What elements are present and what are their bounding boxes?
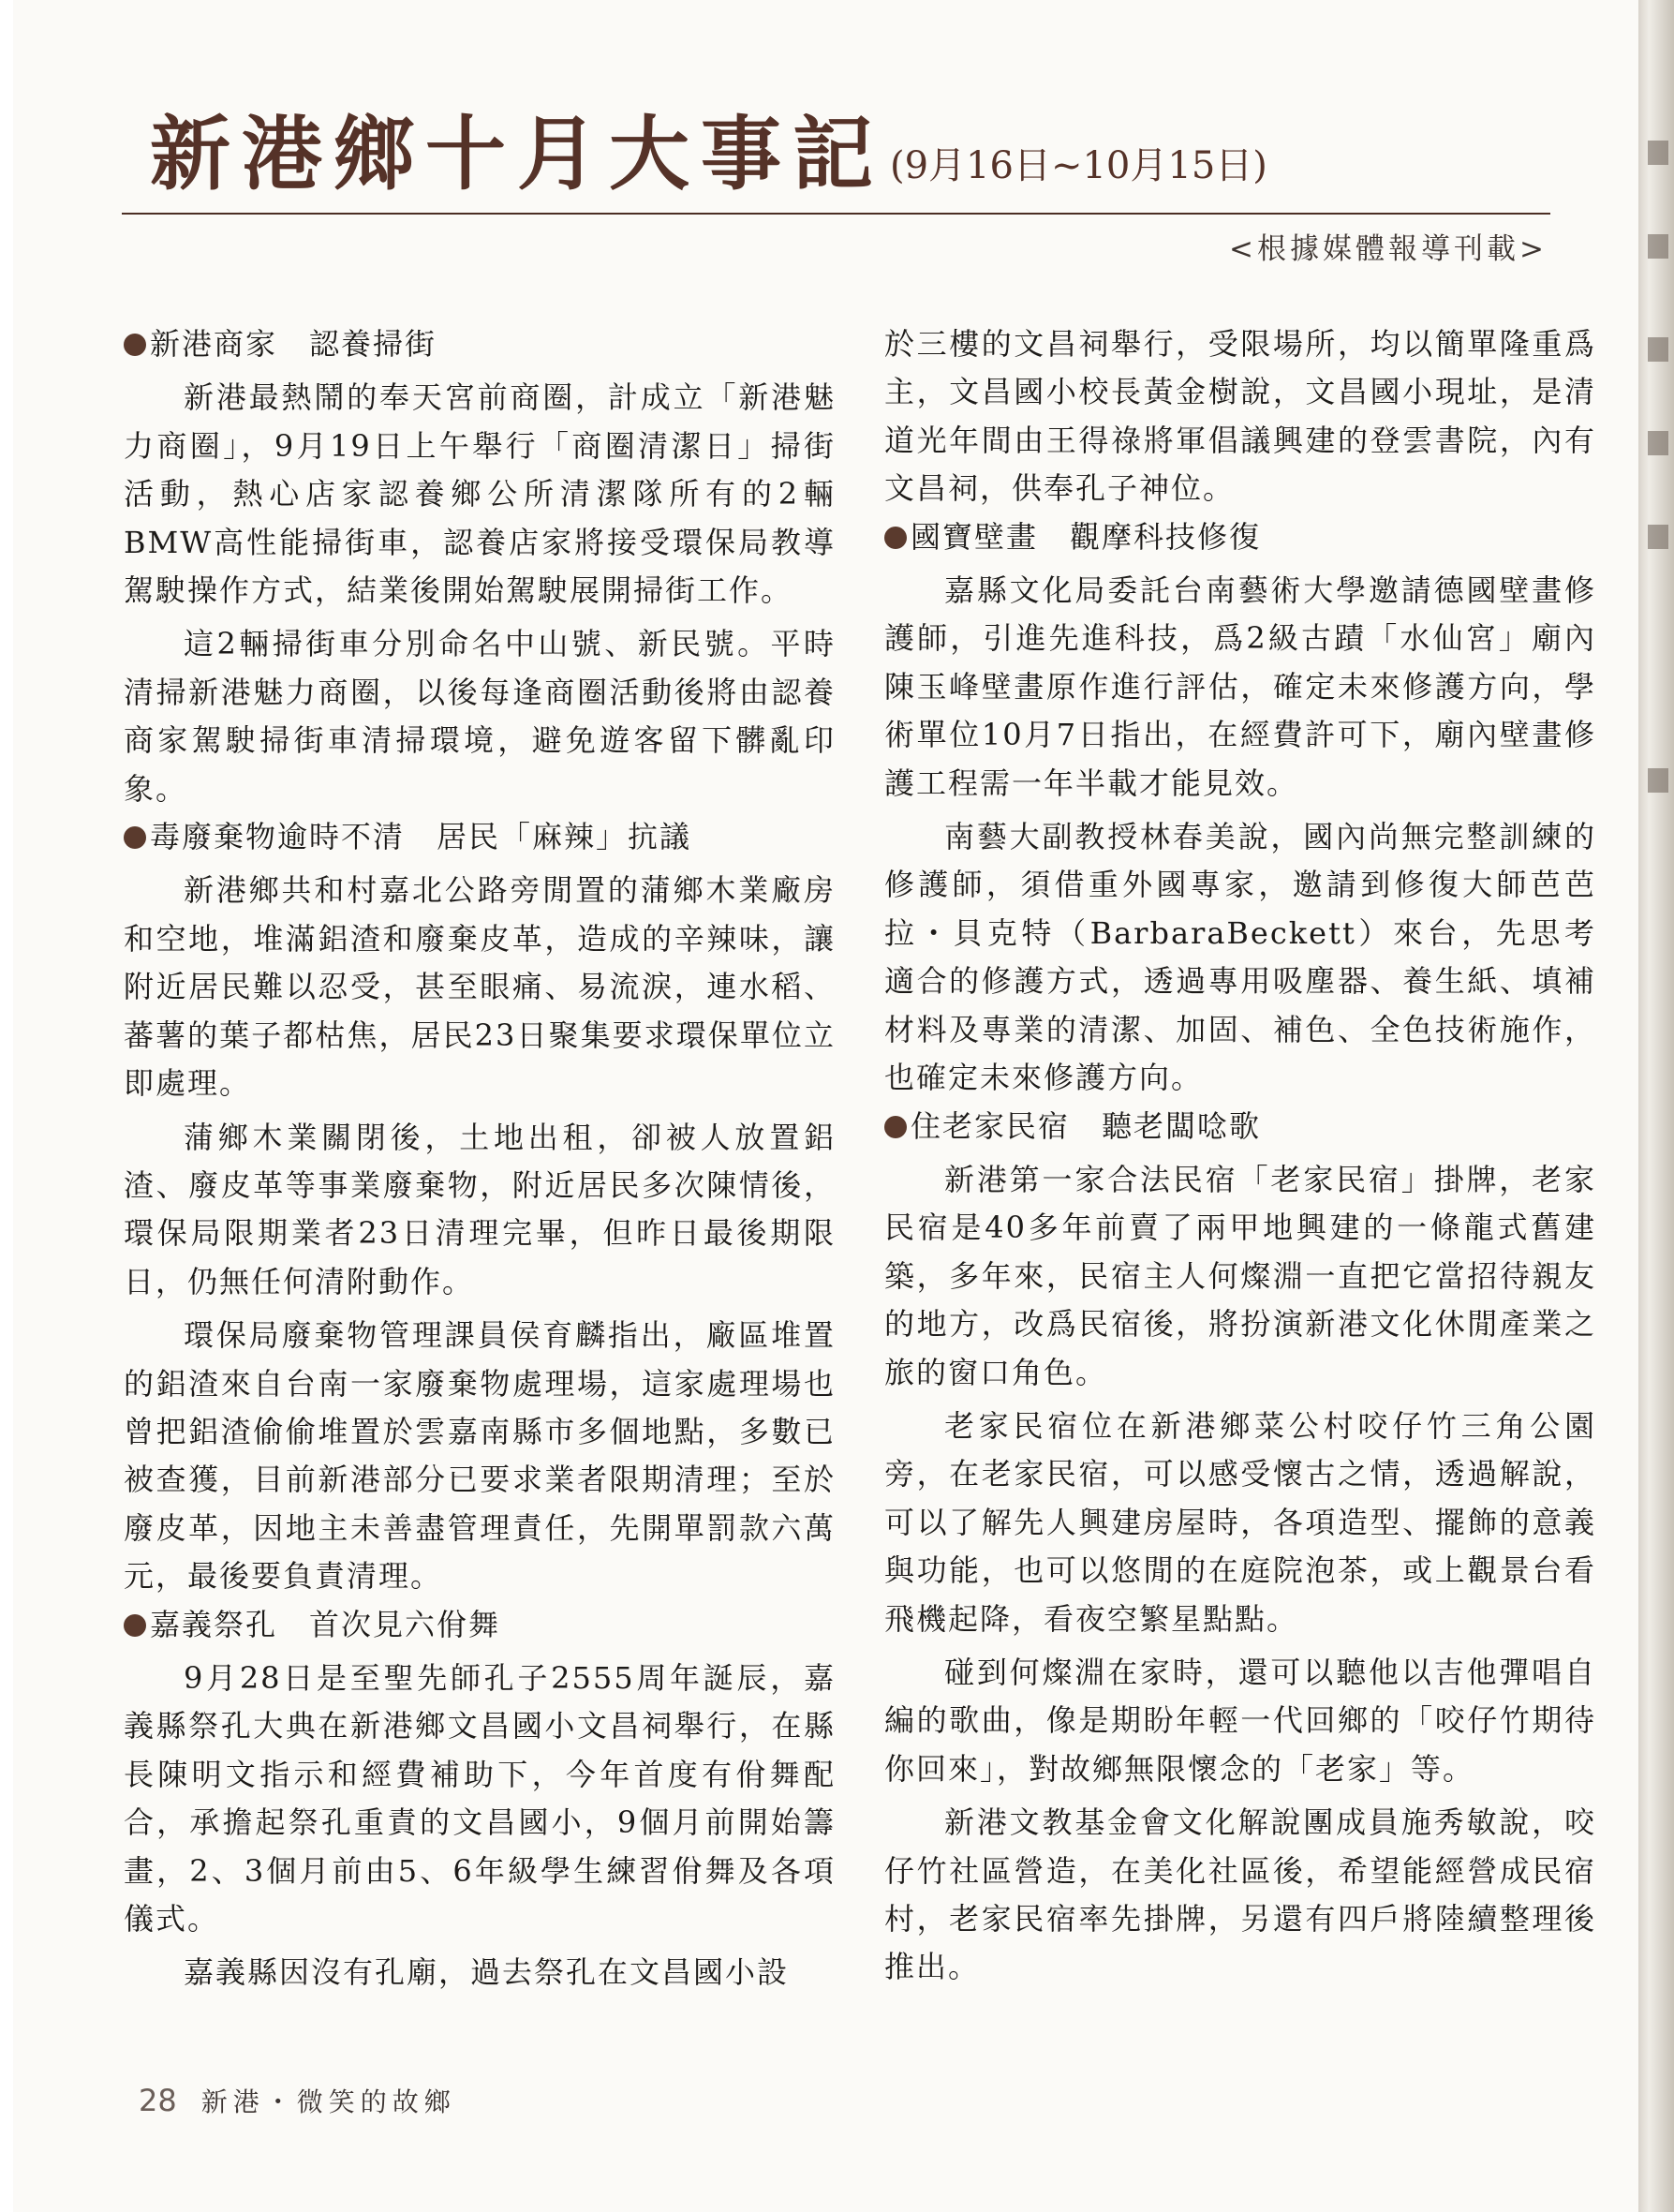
article-heading-text: 國寶壁畫 觀摩科技修復 [911,518,1262,555]
title-divider [122,213,1550,215]
article-heading-text: 嘉義祭孔 首次見六佾舞 [150,1606,501,1642]
article-heading [884,513,1596,561]
bullet-dot-icon [884,1116,907,1138]
right-column [884,320,1596,1992]
page-number: 28 [139,2083,177,2118]
article-heading-text: 住老家民宿 聽老闆唸歌 [911,1107,1262,1144]
spine-text-mark [1648,525,1668,549]
spine-text-mark [1648,337,1668,362]
spine-text-mark [1648,141,1668,165]
article-paragraph: 環保局廢棄物管理課員侯育麟指出，廠區堆置的鋁渣來自台南一家廢棄物處理場，這家處理場也曾把鋁渣偷偷堆置於雲嘉南縣市多個地點，多數已被查獲，目前新港部分已要求業者限期清理；至於廢皮革，因地主未善盡管理責任，先開單罰款六萬元，最後要負責清理。 [124,1317,836,1595]
article-paragraph: 新港第一家合法民宿「老家民宿」掛牌，老家民宿是40多年前賣了兩甲地興建的一條龍式舊建築，多年來，民宿主人何燦淵一直把它當招待親友的地方，改爲民宿後，將扮演新港文化休閒產業之旅的窗口角色。 [884,1161,1596,1390]
spine-text-mark [1648,768,1668,793]
bullet-dot-icon [884,527,907,549]
left-column [124,320,836,1997]
book-spine [1638,0,1674,2212]
article-paragraph: 這2輛掃街車分別命名中山號、新民號。平時清掃新港魅力商圈，以後每逢商圈活動後將由認養商家駕駛掃街車清掃環境，避免遊客留下髒亂印象。 [124,626,836,807]
page-title: 新港鄉十月大事記 [150,107,884,201]
bullet-dot-icon [124,334,146,356]
article-paragraph: 南藝大副教授林春美說，國內尚無完整訓練的修護師，須借重外國專家，邀請到修復大師芭芭拉・貝克特（BarbaraBeckett）來台，先思考適合的修護方式，透過專用吸塵器、養生紙、填補材料及專業的清潔、加固、補色、全色技術施作，也確定未來修護方向。 [884,819,1596,1096]
article-paragraph: 新港最熱鬧的奉天宮前商圈，計成立「新港魅力商圈」，9月19日上午舉行「商圈清潔日」掃街活動，熱心店家認養鄉公所清潔隊所有的2輛BMW高性能掃街車，認養店家將接受環保局教導駕駛操作方式，結業後開始駕駛展開掃街工作。 [124,379,836,609]
article-paragraph: 蒲鄉木業關閉後，土地出租，卻被人放置鋁渣、廢皮革等事業廢棄物，附近居民多次陳情後，環保局限期業者23日清理完畢，但昨日最後期限日，仍無任何清附動作。 [124,1119,836,1299]
article-heading-text: 毒廢棄物逾時不清 居民「麻辣」抗議 [150,819,692,855]
article-paragraph: 新港文教基金會文化解說團成員施秀敏說，咬仔竹社區營造，在美化社區後，希望能經營成民宿村，老家民宿率先掛牌，另還有四戶將陸續整理後推出。 [884,1804,1596,1985]
page-header [150,107,1267,201]
article-heading [124,813,836,861]
source-note: <根據媒體報導刊載> [1229,232,1548,266]
article-paragraph: 嘉義縣因沒有孔廟，過去祭孔在文昌國小設 [184,1954,790,1991]
spine-text-mark [1648,234,1668,259]
article-heading [124,1601,836,1649]
article-paragraph: 老家民宿位在新港鄉菜公村咬仔竹三角公園旁，在老家民宿，可以感受懷古之情，透過解說，可以了解先人興建房屋時，各項造型、擺飾的意義與功能，也可以悠閒的在庭院泡茶，或上觀景台看飛機起降，看夜空繁星點點。 [884,1407,1596,1637]
article-heading-text: 新港商家 認養掃街 [150,326,437,362]
spine-text-mark [1648,431,1668,455]
article-heading [884,1103,1596,1151]
article-paragraph: 9月28日是至聖先師孔子2555周年誕辰，嘉義縣祭孔大典在新港鄉文昌國小文昌祠舉行，在縣長陳明文指示和經費補助下，今年首度有佾舞配合，承擔起祭孔重責的文昌國小，9個月前開始籌畫，2、3個月前由5、6年級學生練習佾舞及各項儀式。 [124,1659,836,1937]
running-footer: 新港・微笑的故鄉 [200,2086,456,2117]
article-paragraph: 新港鄉共和村嘉北公路旁閒置的蒲鄉木業廠房和空地，堆滿鋁渣和廢棄皮革，造成的辛辣味，讓附近居民難以忍受，甚至眼痛、易流淚，連水稻、蕃薯的葉子都枯焦，居民23日聚集要求環保單位立即處理。 [124,872,836,1102]
article-paragraph: 嘉縣文化局委託台南藝術大學邀請德國壁畫修護師，引進先進科技，爲2級古蹟「水仙宮」廟內陳玉峰壁畫原作進行評估，確定未來修護方向，學術單位10月7日指出，在經費許可下，廟內壁畫修護工程需一年半載才能見效。 [884,572,1596,801]
article-continuation: 於三樓的文昌祠舉行，受限場所，均以簡單隆重爲主，文昌國小校長黃金樹說，文昌國小現址，是清道光年間由王得祿將軍倡議興建的登雲書院，內有文昌祠，供奉孔子神位。 [884,326,1596,507]
page-footer [139,2082,456,2119]
title-date-range: (9月16日~10月15日) [890,144,1267,187]
article-paragraph: 碰到何燦淵在家時，還可以聽他以吉他彈唱自編的歌曲，像是期盼年輕一代回鄉的「咬仔竹期待你回來」，對故鄉無限懷念的「老家」等。 [884,1654,1596,1787]
bullet-dot-icon [124,1614,146,1637]
article-heading [124,320,836,368]
bullet-dot-icon [124,826,146,849]
